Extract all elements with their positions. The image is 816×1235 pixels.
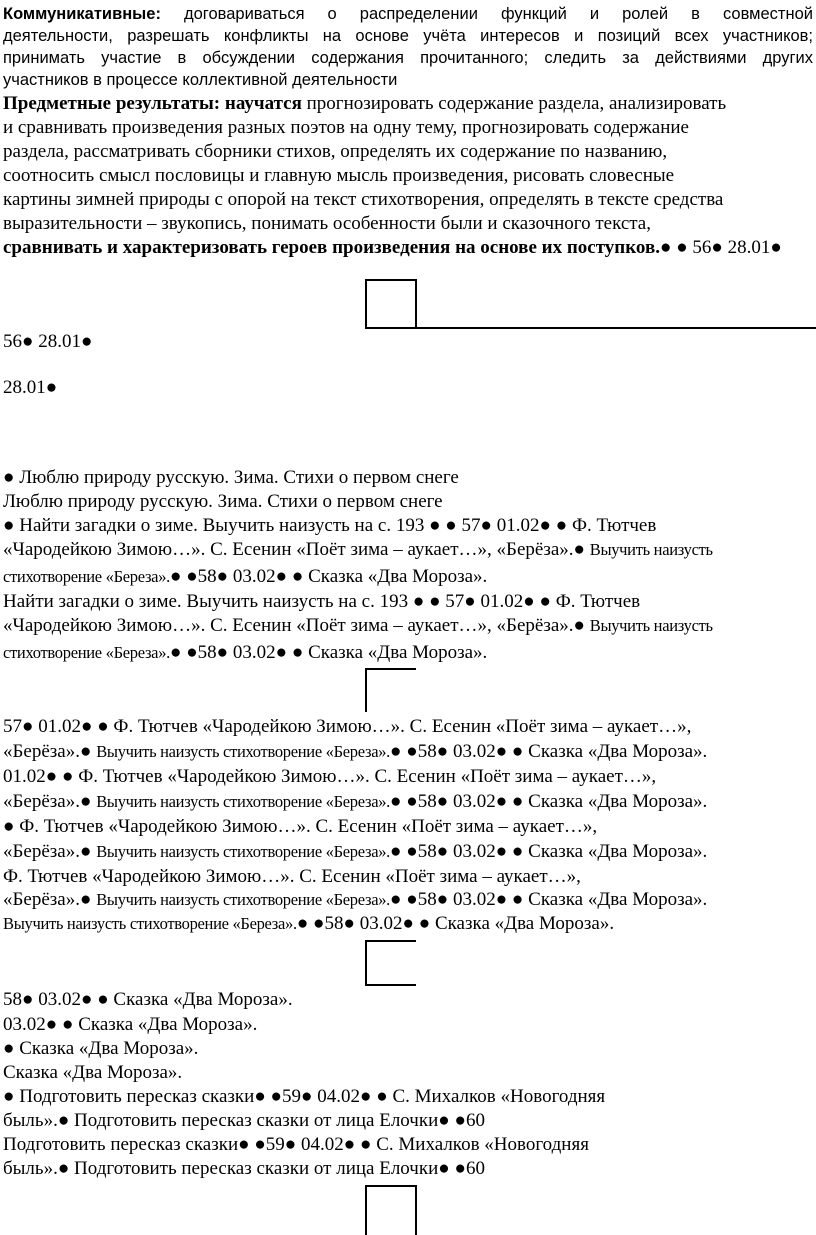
comm-line-3: принимать участие в обсуждении содержания прочитанного; следить за действиями других	[3, 49, 813, 67]
frag3-line-5: ● Ф. Тютчев «Чародейкою Зимою…». С. Есенин «Поёт зима – аукает…»,	[3, 816, 598, 837]
table-border-left	[365, 1185, 367, 1235]
frag2-line-1: ● Люблю природу русскую. Зима. Стихи о первом снеге	[3, 467, 459, 488]
subj-label: Предметные результаты: научатся	[3, 93, 302, 114]
table-border-top	[365, 668, 416, 670]
frag4-line-8: быль».● Подготовить пересказ сказки от лица Елочки● ●60	[3, 1158, 485, 1179]
frag3-line-7: Ф. Тютчев «Чародейкою Зимою…». С. Есенин «Поёт зима – аукает…»,	[3, 866, 581, 887]
frag4-line-2: 03.02● ● Сказка «Два Мороза».	[3, 1014, 258, 1035]
frag2-line-7: «Чародейкою Зимою…». С. Есенин «Поёт зима – аукает…», «Берёза».● Выучить наизусть	[3, 615, 713, 636]
frag3-line-6: «Берёза».● Выучить наизусть стихотворение «Береза».● ●58● 03.02● ● Сказка «Два Мороза».	[3, 841, 708, 862]
table-border-bottom	[365, 984, 416, 986]
subj-line-5: картины зимней природы с опорой на текст стихотворения, определять в тексте средства	[3, 189, 724, 210]
frag1-line-b: 28.01●	[3, 377, 58, 398]
table-border-divider	[415, 1185, 417, 1235]
comm-line-4: участников в процессе коллективной деятельности	[3, 71, 398, 89]
comm-line-1: Коммуникативные: договариваться о распределении функций и ролей в совместной	[3, 5, 813, 23]
frag3-line-3: 01.02● ● Ф. Тютчев «Чародейкою Зимою…». С. Есенин «Поёт зима – аукает…»,	[3, 766, 657, 787]
table-border-top	[365, 1185, 416, 1187]
frag4-line-5: ● Подготовить пересказ сказки● ●59● 04.02● ● С. Михалков «Новогодняя	[3, 1086, 606, 1107]
frag4-line-3: ● Сказка «Два Мороза».	[3, 1038, 199, 1059]
frag3-line-2: «Берёза».● Выучить наизусть стихотворение «Береза».● ●58● 03.02● ● Сказка «Два Мороза».	[3, 741, 708, 762]
frag2-line-6: Найти загадки о зиме. Выучить наизусть на с. 193 ● ● 57● 01.02● ● Ф. Тютчев	[3, 591, 641, 612]
subj-line-6: выразительности – звукопись, понимать особенности были и сказочного текста,	[3, 213, 651, 234]
frag4-line-7: Подготовить пересказ сказки● ●59● 04.02● ● С. Михалков «Новогодняя	[3, 1134, 589, 1155]
frag2-line-5: стихотворение «Береза».● ●58● 03.02● ● Сказка «Два Мороза».	[3, 566, 488, 587]
frag4-line-6: быль».● Подготовить пересказ сказки от лица Елочки● ●60	[3, 1110, 485, 1131]
frag3-line-8: «Берёза».● Выучить наизусть стихотворение «Береза».● ●58● 03.02● ● Сказка «Два Мороза».	[3, 889, 708, 910]
frag4-line-1: 58● 03.02● ● Сказка «Два Мороза».	[3, 989, 293, 1010]
frag4-line-4: Сказка «Два Мороза».	[3, 1062, 183, 1083]
table-border-bottom	[365, 327, 816, 329]
frag2-line-8: стихотворение «Береза».● ●58● 03.02● ● Сказка «Два Мороза».	[3, 642, 488, 663]
table-border-left	[365, 940, 367, 986]
subj-line-1: Предметные результаты: научатся прогнозировать содержание раздела, анализировать	[3, 93, 727, 114]
frag2-line-2: Люблю природу русскую. Зима. Стихи о первом снеге	[3, 491, 443, 512]
subj-line-3: раздела, рассматривать сборники стихов, определять их содержание по названию,	[3, 141, 668, 162]
table-border-top	[365, 279, 416, 281]
subj-line-4: соотносить смысл пословицы и главную мысль произведения, рисовать словесные	[3, 165, 675, 186]
frag3-line-1: 57● 01.02● ● Ф. Тютчев «Чародейкою Зимою…». С. Есенин «Поёт зима – аукает…»,	[3, 716, 692, 737]
frag2-line-4: «Чародейкою Зимою…». С. Есенин «Поёт зима – аукает…», «Берёза».● Выучить наизусть	[3, 539, 713, 560]
table-border-top	[365, 940, 416, 942]
subj-line-2: и сравнивать произведения разных поэтов на одну тему, прогнозировать содержание	[3, 117, 689, 138]
table-border-left	[365, 279, 367, 329]
comm-line-2: деятельности, разрешать конфликты на основе учёта интересов и позиций всех участников;	[3, 27, 813, 45]
table-border-left	[365, 668, 367, 712]
comm-label: Коммуникативные:	[3, 5, 161, 23]
frag3-line-9: Выучить наизусть стихотворение «Береза».● ●58● 03.02● ● Сказка «Два Мороза».	[3, 913, 615, 934]
table-border-divider	[415, 279, 417, 329]
subj-line-7: сравнивать и характеризовать героев произведения на основе их поступков.● ● 56● 28.01●	[3, 237, 782, 258]
frag3-line-4: «Берёза».● Выучить наизусть стихотворение «Береза».● ●58● 03.02● ● Сказка «Два Мороза».	[3, 791, 708, 812]
frag1-line-a: 56● 28.01●	[3, 331, 93, 352]
frag2-line-3: ● Найти загадки о зиме. Выучить наизусть на с. 193 ● ● 57● 01.02● ● Ф. Тютчев	[3, 515, 657, 536]
